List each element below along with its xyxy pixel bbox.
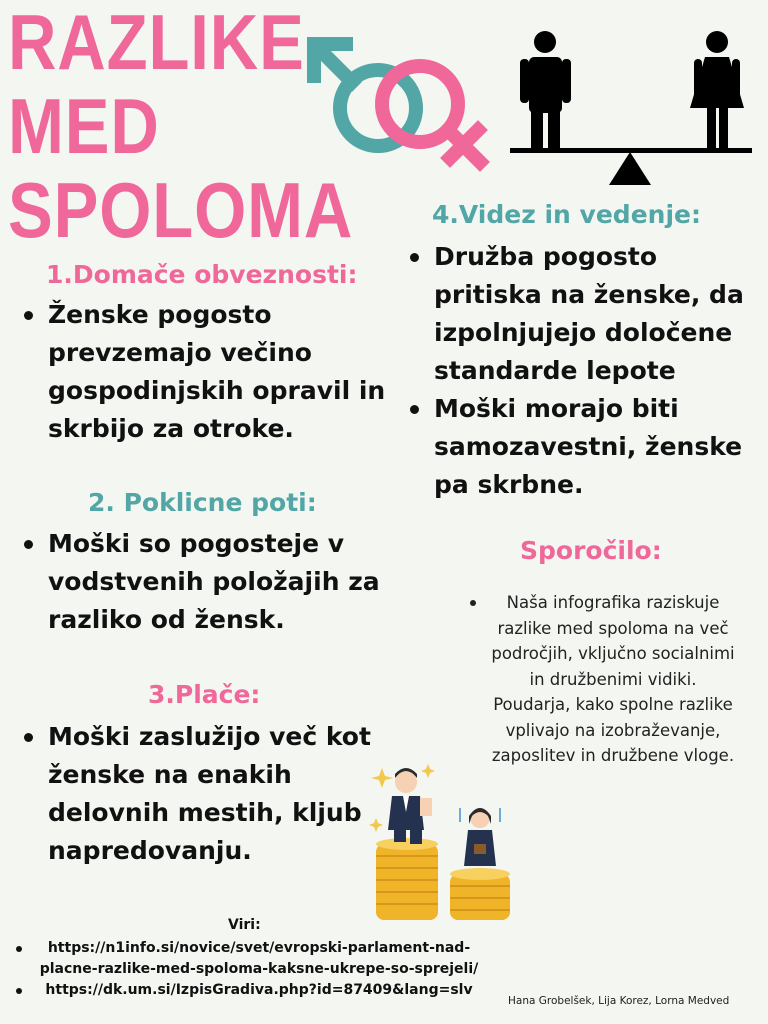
- list-domace: [20, 296, 400, 448]
- sources-list: [14, 938, 484, 1001]
- title-line-2: MED: [8, 82, 160, 170]
- list-item: Moški so pogosteje v vodstvenih položajih za razliko od žensk.: [20, 525, 400, 639]
- message-list: [468, 590, 736, 769]
- list-item: Ženske pogosto prevzemajo večino gospodinjskih opravil in skrbijo za otroke.: [20, 296, 400, 448]
- title-line-3: SPOLOMA: [8, 166, 354, 254]
- list-item: Moški zaslužijo več kot ženske na enakih delovnih mestih, kljub napredovanju.: [20, 718, 390, 870]
- list-item: Družba pogosto pritiska na ženske, da izpolnjujejo določene standarde lepote: [406, 238, 756, 390]
- gender-symbols-icon: [300, 22, 510, 172]
- section-heading-videz: 4.Videz in vedenje:: [432, 200, 701, 229]
- message-heading: Sporočilo:: [520, 536, 662, 565]
- section-heading-place: 3.Plače:: [148, 680, 261, 709]
- authors-credit: Hana Grobelšek, Lija Korez, Lorna Medved: [508, 995, 730, 1007]
- source-link[interactable]: https://n1info.si/novice/svet/evropski-parlament-nad-placne-razlike-med-spoloma-kaksne-ukrepe-so-sprejeli/: [14, 938, 484, 980]
- section-heading-poklicne: 2. Poklicne poti:: [88, 488, 317, 517]
- salary-gap-illustration: [364, 760, 524, 925]
- list-place: [20, 718, 390, 870]
- source-link[interactable]: https://dk.um.si/IzpisGradiva.php?id=87409&lang=slv: [14, 980, 484, 1001]
- man-figure-icon: [520, 31, 571, 148]
- section-heading-domace: 1.Domače obveznosti:: [46, 260, 358, 289]
- balance-scale-icon: [508, 28, 756, 190]
- woman-figure-icon: [690, 31, 744, 148]
- list-poklicne: [20, 525, 400, 639]
- list-videz: [406, 238, 756, 504]
- list-item: Moški morajo biti samozavestni, ženske pa skrbne.: [406, 390, 756, 504]
- message-text: Naša infografika raziskuje razlike med spoloma na več področjih, vključno socialnimi in družbenimi vidiki. Poudarja, kako spolne razlike vplivajo na izobraževanje, zaposlitev in družbene vloge.: [468, 590, 736, 769]
- sources-heading: Viri:: [228, 917, 261, 933]
- title-line-1: RAZLIKE: [8, 0, 305, 86]
